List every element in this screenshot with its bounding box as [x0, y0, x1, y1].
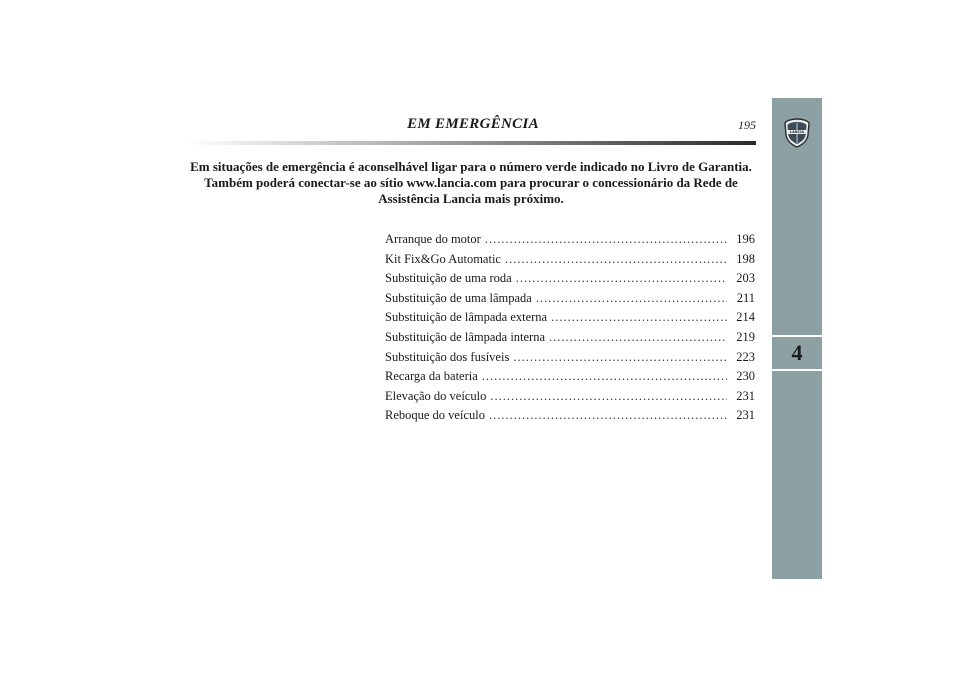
- toc-entry-page: 219: [736, 329, 755, 344]
- toc-entry-label: Recarga da bateria: [385, 369, 478, 384]
- logo-text: LANCIA: [790, 130, 804, 135]
- toc-dot-leader: [482, 369, 727, 384]
- toc-entry[interactable]: [385, 330, 755, 350]
- toc-entry-label: Reboque do veículo: [385, 408, 485, 423]
- toc-entry[interactable]: [385, 408, 755, 428]
- toc-entry-page: 214: [736, 310, 755, 325]
- toc-entry[interactable]: [385, 271, 755, 291]
- toc-entry-label: Substituição de lâmpada externa: [385, 310, 548, 325]
- toc-entry[interactable]: [385, 232, 755, 252]
- toc-entry-label: Elevação do veículo: [385, 388, 487, 403]
- page-title: EM EMERGÊNCIA: [407, 116, 539, 132]
- table-of-contents: [385, 232, 755, 428]
- chapter-number: 4: [791, 340, 803, 365]
- toc-dot-leader: [516, 271, 727, 286]
- toc-entry-page: 211: [736, 290, 755, 305]
- toc-dot-leader: [489, 408, 727, 423]
- toc-entry[interactable]: [385, 350, 755, 370]
- toc-entry-label: Substituição de uma lâmpada: [385, 290, 532, 305]
- toc-entry-label: Substituição de lâmpada interna: [385, 329, 546, 344]
- lancia-shield-icon: [784, 118, 810, 148]
- toc-entry-page: 196: [736, 232, 755, 246]
- toc-entry-page: 231: [736, 408, 755, 423]
- toc-entry-label: Kit Fix&Go Automatic: [385, 251, 501, 266]
- toc-dot-leader: [490, 389, 727, 404]
- toc-dot-leader: [536, 291, 727, 306]
- toc-entry[interactable]: [385, 389, 755, 409]
- toc-entry-page: 223: [736, 349, 755, 364]
- toc-entry[interactable]: [385, 291, 755, 311]
- toc-entry[interactable]: [385, 310, 755, 330]
- toc-dot-leader: [485, 232, 727, 247]
- tab-divider: [772, 335, 822, 337]
- toc-dot-leader: [505, 252, 727, 267]
- toc-entry-page: 198: [736, 251, 755, 266]
- toc-entry-page: 203: [736, 271, 755, 286]
- toc-entry[interactable]: [385, 369, 755, 389]
- toc-entry-page: 230: [736, 369, 755, 384]
- toc-dot-leader: [551, 310, 727, 325]
- tab-divider: [772, 369, 822, 371]
- toc-entry-label: Arranque do motor: [385, 232, 481, 246]
- toc-entry-page: 231: [736, 388, 755, 403]
- toc-entry-label: Substituição dos fusíveis: [385, 349, 510, 364]
- toc-dot-leader: [513, 350, 727, 365]
- toc-dot-leader: [549, 330, 727, 345]
- toc-entry[interactable]: [385, 252, 755, 272]
- page-number: 195: [738, 118, 756, 132]
- chapter-side-tab: [772, 98, 822, 579]
- header-rule: [186, 141, 756, 145]
- toc-entry-label: Substituição de uma roda: [385, 271, 512, 286]
- intro-paragraph: Em situações de emergência é aconselhável ligar para o número verde indicado no Livro de Garantia. Também poderá conectar-se ao sítio www.lancia.com para procurar o concessionário da Rede de Assistência Lancia mais próximo.: [190, 159, 752, 206]
- page-header: [190, 116, 756, 136]
